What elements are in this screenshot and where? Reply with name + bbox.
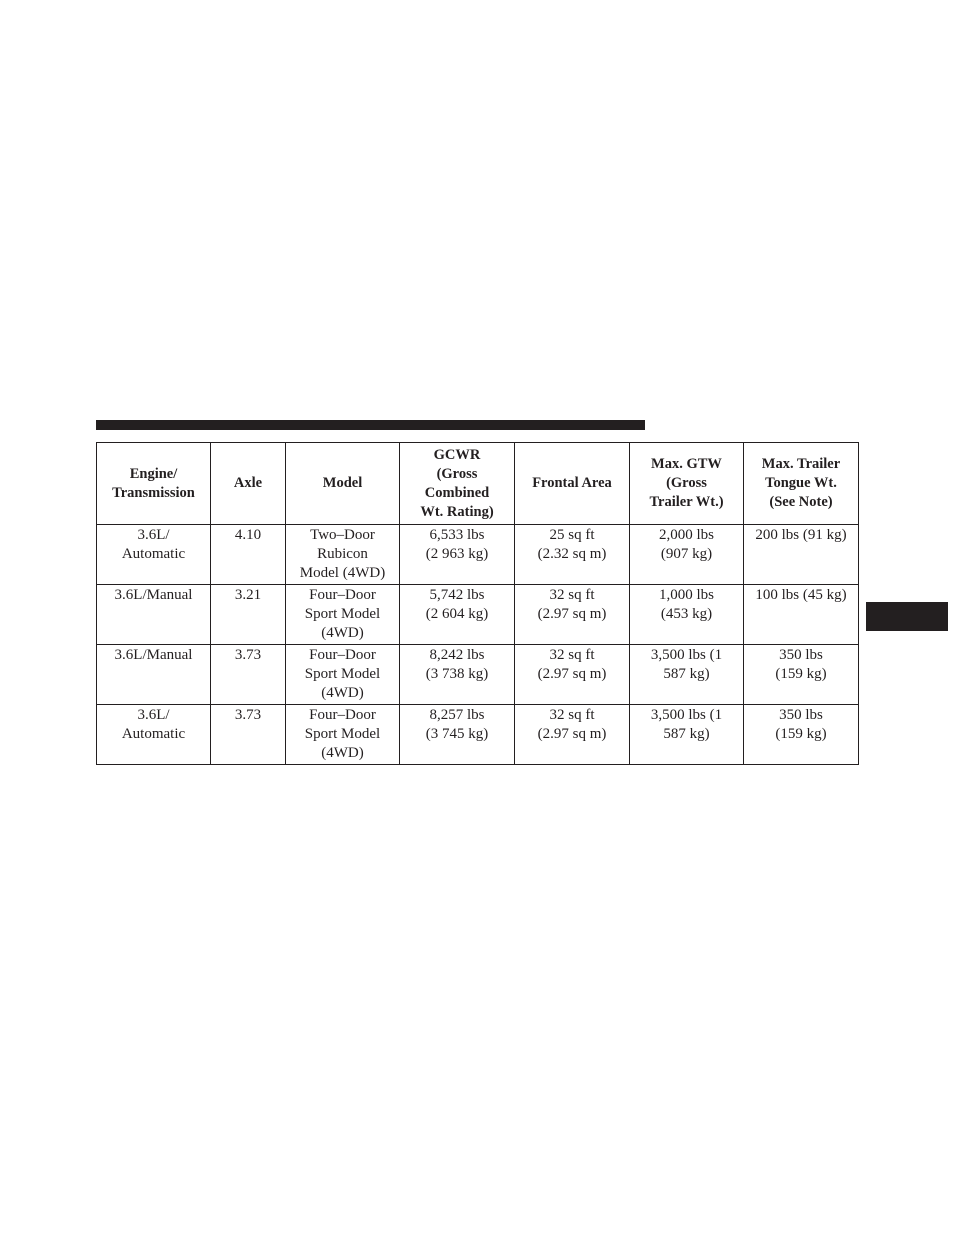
header-frontal-area: Frontal Area xyxy=(515,443,630,525)
cell-engine-transmission: 3.6L/ Automatic xyxy=(97,705,211,765)
cell-gcwr: 5,742 lbs (2 604 kg) xyxy=(400,585,515,645)
table-row xyxy=(97,645,859,705)
towing-capacity-table xyxy=(96,442,859,765)
cell-engine-transmission: 3.6L/Manual xyxy=(97,645,211,705)
cell-axle: 3.21 xyxy=(211,585,286,645)
cell-frontal-area: 25 sq ft (2.32 sq m) xyxy=(515,525,630,585)
cell-axle: 3.73 xyxy=(211,645,286,705)
cell-axle: 3.73 xyxy=(211,705,286,765)
cell-model: Four–Door Sport Model (4WD) xyxy=(286,585,400,645)
header-max-gtw: Max. GTW (Gross Trailer Wt.) xyxy=(630,443,744,525)
cell-frontal-area: 32 sq ft (2.97 sq m) xyxy=(515,585,630,645)
cell-max-tongue-wt: 350 lbs (159 kg) xyxy=(744,645,859,705)
cell-frontal-area: 32 sq ft (2.97 sq m) xyxy=(515,705,630,765)
cell-gcwr: 8,242 lbs (3 738 kg) xyxy=(400,645,515,705)
cell-model: Four–Door Sport Model (4WD) xyxy=(286,705,400,765)
table-header-row xyxy=(97,443,859,525)
table-row xyxy=(97,585,859,645)
cell-max-gtw: 3,500 lbs (1 587 kg) xyxy=(630,645,744,705)
chapter-tab xyxy=(866,602,948,631)
cell-gcwr: 8,257 lbs (3 745 kg) xyxy=(400,705,515,765)
cell-gcwr: 6,533 lbs (2 963 kg) xyxy=(400,525,515,585)
cell-engine-transmission: 3.6L/ Automatic xyxy=(97,525,211,585)
cell-max-tongue-wt: 100 lbs (45 kg) xyxy=(744,585,859,645)
header-gcwr: GCWR (Gross Combined Wt. Rating) xyxy=(400,443,515,525)
header-engine-transmission: Engine/ Transmission xyxy=(97,443,211,525)
table-row xyxy=(97,705,859,765)
cell-model: Four–Door Sport Model (4WD) xyxy=(286,645,400,705)
cell-max-gtw: 3,500 lbs (1 587 kg) xyxy=(630,705,744,765)
cell-axle: 4.10 xyxy=(211,525,286,585)
header-max-tongue-wt: Max. Trailer Tongue Wt. (See Note) xyxy=(744,443,859,525)
cell-model: Two–Door Rubicon Model (4WD) xyxy=(286,525,400,585)
cell-max-tongue-wt: 350 lbs (159 kg) xyxy=(744,705,859,765)
header-model: Model xyxy=(286,443,400,525)
cell-max-gtw: 1,000 lbs (453 kg) xyxy=(630,585,744,645)
header-axle: Axle xyxy=(211,443,286,525)
section-rule xyxy=(96,420,645,430)
cell-frontal-area: 32 sq ft (2.97 sq m) xyxy=(515,645,630,705)
table-row xyxy=(97,525,859,585)
cell-max-tongue-wt: 200 lbs (91 kg) xyxy=(744,525,859,585)
cell-engine-transmission: 3.6L/Manual xyxy=(97,585,211,645)
cell-max-gtw: 2,000 lbs (907 kg) xyxy=(630,525,744,585)
